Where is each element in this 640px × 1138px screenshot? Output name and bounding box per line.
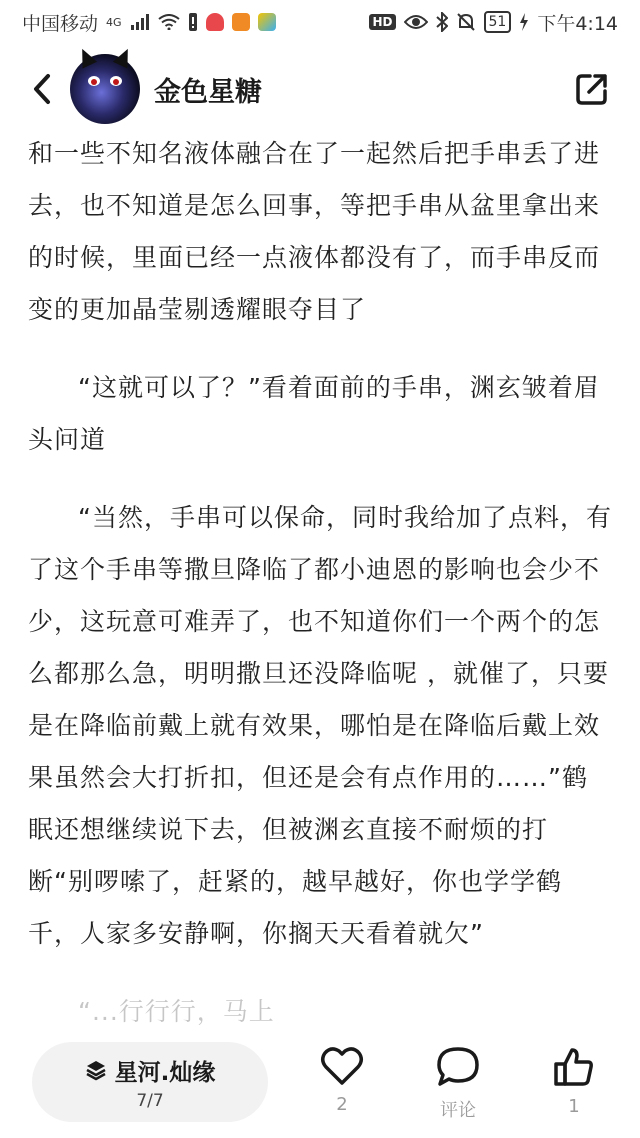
- author-avatar[interactable]: [70, 54, 140, 124]
- layers-icon: [85, 1059, 107, 1081]
- chapter-selector[interactable]: [32, 1042, 268, 1122]
- clock-label: 下午4:14: [537, 12, 618, 35]
- comment-label: 评论: [440, 1100, 476, 1121]
- paragraph-partial: “...行行行，马上: [78, 997, 275, 1026]
- top-nav: [0, 44, 640, 134]
- comment-button[interactable]: [418, 1046, 498, 1136]
- page-title[interactable]: 金色星糖: [154, 76, 262, 108]
- alert-icon: [188, 13, 198, 31]
- status-bar: [0, 0, 640, 44]
- thumbs-up-count: 1: [568, 1096, 580, 1117]
- chapter-title: 星河.灿缘: [114, 1059, 216, 1086]
- article-body: [28, 128, 612, 1028]
- carrier-label: 中国移动: [22, 12, 99, 35]
- heart-icon: [320, 1046, 364, 1086]
- wifi-icon: [158, 14, 180, 30]
- paragraph: 和一些不知名液体融合在了一起然后把手串丢了进去，也不知道是怎么回事，等把手串从盆里拿出来的时候，里面已经一点液体都没有了，而手串反而变的更加晶莹剔透耀眼夺目了: [28, 139, 601, 324]
- paragraph: “当然，手串可以保命，同时我给加了点料，有了这个手串等撒旦降临了都小迪恩的影响也会少不少，这玩意可难弄了，也不知道你们一个两个的怎么都那么急，明明撒旦还没降临呢 ，就催了，只要是在降临前戴上就有效果，哪怕是在降临后戴上效果虽然会大打折扣，但还是会有点作用的……”鹤眠还想继续说下去，但被渊玄直接不耐烦的打断“别啰嗦了，赶紧的，越早越好，你也学学鹤千，人家多安静啊，你搁天天看着就欠”: [28, 503, 612, 948]
- share-external-icon: [574, 71, 610, 107]
- avatar-eye-right: [110, 76, 122, 86]
- signal-icon: [130, 14, 150, 30]
- hd-badge: HD: [369, 14, 395, 30]
- eye-icon: [404, 14, 428, 30]
- mute-bell-icon: [456, 12, 476, 32]
- chevron-left-icon: [32, 73, 52, 105]
- bottom-bar: [0, 1028, 640, 1138]
- charging-icon: [519, 13, 529, 31]
- app-play-icon: [232, 13, 250, 31]
- app-red-icon: [206, 13, 224, 31]
- avatar-eye-left: [88, 76, 100, 86]
- chapter-name-row: [85, 1054, 216, 1087]
- app-bag-icon: [258, 13, 276, 31]
- status-right: [369, 9, 618, 36]
- like-button[interactable]: [302, 1046, 382, 1136]
- thumbs-up-icon: [553, 1046, 595, 1088]
- thumbs-up-button[interactable]: [534, 1046, 614, 1136]
- avatar-horn-right: [113, 45, 135, 68]
- network-label: 4G: [106, 15, 122, 29]
- like-count: 2: [336, 1094, 348, 1115]
- paragraph: “这就可以了？”看着面前的手串，渊玄皱着眉头问道: [28, 373, 600, 454]
- battery-indicator: 51: [484, 11, 512, 33]
- speech-bubble-icon: [436, 1046, 480, 1088]
- avatar-horn-left: [75, 45, 97, 68]
- share-button[interactable]: [568, 65, 616, 113]
- status-left: [22, 9, 276, 36]
- bluetooth-icon: [436, 12, 448, 32]
- chapter-progress: 7/7: [136, 1090, 164, 1111]
- back-button[interactable]: [24, 59, 60, 119]
